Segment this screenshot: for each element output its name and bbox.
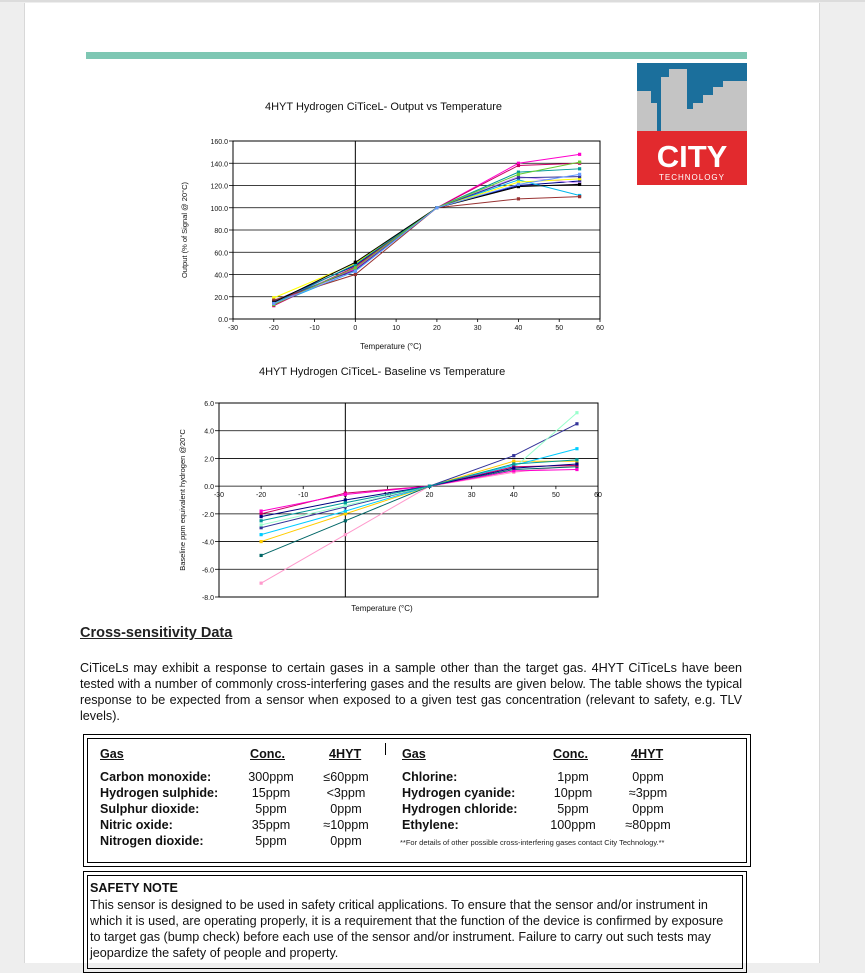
gas-name: Hydrogen cyanide: xyxy=(402,786,516,800)
data-point xyxy=(260,509,263,512)
y-tick-label: 160.0 xyxy=(210,139,228,146)
data-point xyxy=(578,167,581,170)
data-point xyxy=(435,206,438,209)
data-point xyxy=(260,533,263,536)
data-point xyxy=(428,485,431,488)
x-tick-label: -10 xyxy=(298,492,309,500)
data-point xyxy=(354,273,357,276)
x-tick-label: -30 xyxy=(213,492,225,500)
gas-name: Hydrogen chloride: xyxy=(402,802,518,816)
x-tick-label: 60 xyxy=(596,325,604,332)
gas-response: <3ppm xyxy=(326,786,366,800)
gas-name: Chlorine: xyxy=(402,770,458,784)
data-point xyxy=(517,173,520,176)
data-point xyxy=(354,266,357,269)
y-tick-label: -2.0 xyxy=(201,511,214,519)
y-tick-label: -6.0 xyxy=(201,567,214,575)
x-tick-label: 40 xyxy=(509,492,518,500)
y-tick-label: 2.0 xyxy=(204,456,214,464)
y-tick-label: 120.0 xyxy=(210,183,228,191)
data-point xyxy=(578,153,581,156)
data-point xyxy=(260,540,263,543)
gas-name: Nitric oxide: xyxy=(100,818,173,832)
data-point xyxy=(344,501,347,504)
x-tick-label: -20 xyxy=(256,492,267,500)
gas-conc: 5ppm xyxy=(557,802,589,816)
x-tick-label: 10 xyxy=(383,492,392,500)
x-tick-label: -30 xyxy=(227,325,239,332)
data-point xyxy=(344,533,347,536)
gas-conc: 300ppm xyxy=(248,770,294,784)
y-tick-label: 0.0 xyxy=(204,484,214,492)
data-point xyxy=(354,270,357,273)
y-axis-label: Baseline ppm equivalent hydrogen @20°C xyxy=(178,429,187,571)
data-point xyxy=(575,447,578,450)
data-point xyxy=(260,519,263,522)
window-top-edge xyxy=(0,0,865,2)
data-point xyxy=(512,460,515,463)
x-axis-label: Temperature (°C) xyxy=(351,604,413,613)
data-point xyxy=(512,469,515,472)
header-4hyt-left: 4HYT xyxy=(329,747,362,761)
data-point xyxy=(260,526,263,529)
data-point xyxy=(260,554,263,557)
gas-name: Nitrogen dioxide: xyxy=(100,834,204,848)
logo-subtext: TECHNOLOGY xyxy=(658,173,726,182)
plot-area xyxy=(219,403,598,597)
data-point xyxy=(260,515,263,518)
data-point xyxy=(575,468,578,471)
data-point xyxy=(344,504,347,507)
data-point xyxy=(575,422,578,425)
cross-sensitivity-table xyxy=(83,734,751,867)
gas-name: Hydrogen sulphide: xyxy=(100,786,219,800)
header-conc-right: Conc. xyxy=(553,747,588,761)
logo-text: CITY xyxy=(656,139,728,174)
data-point xyxy=(512,462,515,465)
x-tick-label: 30 xyxy=(467,492,476,500)
data-point xyxy=(517,176,520,179)
data-point xyxy=(344,498,347,501)
x-tick-label: 40 xyxy=(514,325,523,332)
y-tick-label: 60.0 xyxy=(214,250,228,258)
data-point xyxy=(344,509,347,512)
x-tick-label: -20 xyxy=(268,325,279,332)
datasheet-page xyxy=(24,3,820,963)
gas-response: 0ppm xyxy=(632,802,664,816)
y-tick-label: -4.0 xyxy=(201,539,214,547)
data-point xyxy=(575,411,578,414)
data-point xyxy=(578,183,581,186)
data-point xyxy=(517,164,520,167)
safety-note-box xyxy=(83,871,747,973)
gas-conc: 5ppm xyxy=(255,802,287,816)
header-separator xyxy=(385,743,386,755)
x-tick-label: 30 xyxy=(473,325,482,332)
x-tick-label: 60 xyxy=(594,492,602,500)
x-tick-label: 20 xyxy=(432,325,441,332)
data-point xyxy=(575,462,578,465)
data-point xyxy=(578,173,581,176)
gas-response: 0ppm xyxy=(330,834,362,848)
gas-response: ≈3ppm xyxy=(628,786,668,800)
output-vs-temperature-chart xyxy=(169,133,609,355)
y-tick-label: 6.0 xyxy=(204,401,214,408)
data-point xyxy=(344,493,347,496)
gas-conc: 10ppm xyxy=(553,786,593,800)
output-chart-title: 4HYT Hydrogen CiTiceL- Output vs Temperature xyxy=(265,101,503,113)
y-tick-label: 80.0 xyxy=(214,228,228,235)
data-point xyxy=(344,519,347,522)
y-tick-label: 0.0 xyxy=(218,317,228,324)
cross-sensitivity-heading: Cross-sensitivity Data xyxy=(80,625,233,641)
y-tick-label: 20.0 xyxy=(214,294,228,302)
data-point xyxy=(517,183,520,186)
data-point xyxy=(578,195,581,198)
data-point xyxy=(260,523,263,526)
header-gas-left: Gas xyxy=(100,747,124,761)
gas-conc: 15ppm xyxy=(251,786,291,800)
safety-note-title: SAFETY NOTE xyxy=(90,881,178,895)
y-tick-label: 140.0 xyxy=(210,161,228,169)
data-point xyxy=(272,302,275,305)
data-point xyxy=(512,467,515,470)
header-conc-left: Conc. xyxy=(250,747,285,761)
data-point xyxy=(344,512,347,515)
safety-note-text: This sensor is designed to be used in safety critical applications. To ensure that the sensor and/or instrument in which it is used, are operating properly, it is a requirement that the function of the device is confirmed by exposure to target gas (bump check) before each use of the sensor and/or instrument. Failure to carry out such tests may jeopardize the safety of people and property. xyxy=(90,898,724,960)
data-point xyxy=(512,454,515,457)
x-tick-label: 10 xyxy=(392,325,401,332)
data-point xyxy=(517,197,520,200)
gas-response: ≈80ppm xyxy=(625,818,671,832)
gas-conc: 35ppm xyxy=(251,818,291,832)
gas-name: Sulphur dioxide: xyxy=(100,802,200,816)
x-tick-label: 50 xyxy=(555,325,564,332)
baseline-vs-temperature-chart xyxy=(169,397,609,619)
gas-conc: 5ppm xyxy=(255,834,287,848)
x-tick-label: 50 xyxy=(551,492,560,500)
city-technology-logo xyxy=(637,63,747,185)
data-point xyxy=(354,261,357,264)
x-axis-label: Temperature (°C) xyxy=(360,342,422,351)
y-tick-label: 40.0 xyxy=(214,272,228,280)
gas-response: ≤60ppm xyxy=(323,770,369,784)
table-footnote: **For details of other possible cross-interfering gases contact City Technology.** xyxy=(400,838,665,847)
data-point xyxy=(260,512,263,515)
header-4hyt-right: 4HYT xyxy=(631,747,664,761)
gas-response: 0ppm xyxy=(330,802,362,816)
gas-response: ≈10ppm xyxy=(323,818,369,832)
gas-name: Ethylene: xyxy=(402,818,459,832)
gas-name: Carbon monoxide: xyxy=(100,770,212,784)
gas-conc: 1ppm xyxy=(557,770,589,784)
y-axis-label: Output (% of Signal @ 20°C) xyxy=(180,181,189,279)
gas-conc: 100ppm xyxy=(550,818,596,832)
y-tick-label: -8.0 xyxy=(201,595,214,602)
x-tick-label: 0 xyxy=(353,325,358,332)
header-accent-bar xyxy=(86,52,747,59)
y-tick-label: 4.0 xyxy=(204,428,214,436)
header-gas-right: Gas xyxy=(402,747,426,761)
cross-sensitivity-paragraph: CiTiceLs may exhibit a response to certain gases in a sample other than the target gas. 4HYT CiTiceLs have been tested with a number of commonly cross-interfering gases and the results are given below. The table shows the typical response to be expected from a sensor when exposed to a given test gas concentration (relevant to safety, e.g. TLV levels). xyxy=(80,661,742,723)
x-tick-label: -10 xyxy=(309,325,320,332)
x-tick-label: 20 xyxy=(425,492,434,500)
baseline-chart-title: 4HYT Hydrogen CiTiceL- Baseline vs Temperature xyxy=(259,366,506,378)
data-point xyxy=(578,161,581,164)
data-point xyxy=(260,582,263,585)
data-point xyxy=(575,458,578,461)
gas-response: 0ppm xyxy=(632,770,664,784)
y-tick-label: 100.0 xyxy=(210,205,228,213)
